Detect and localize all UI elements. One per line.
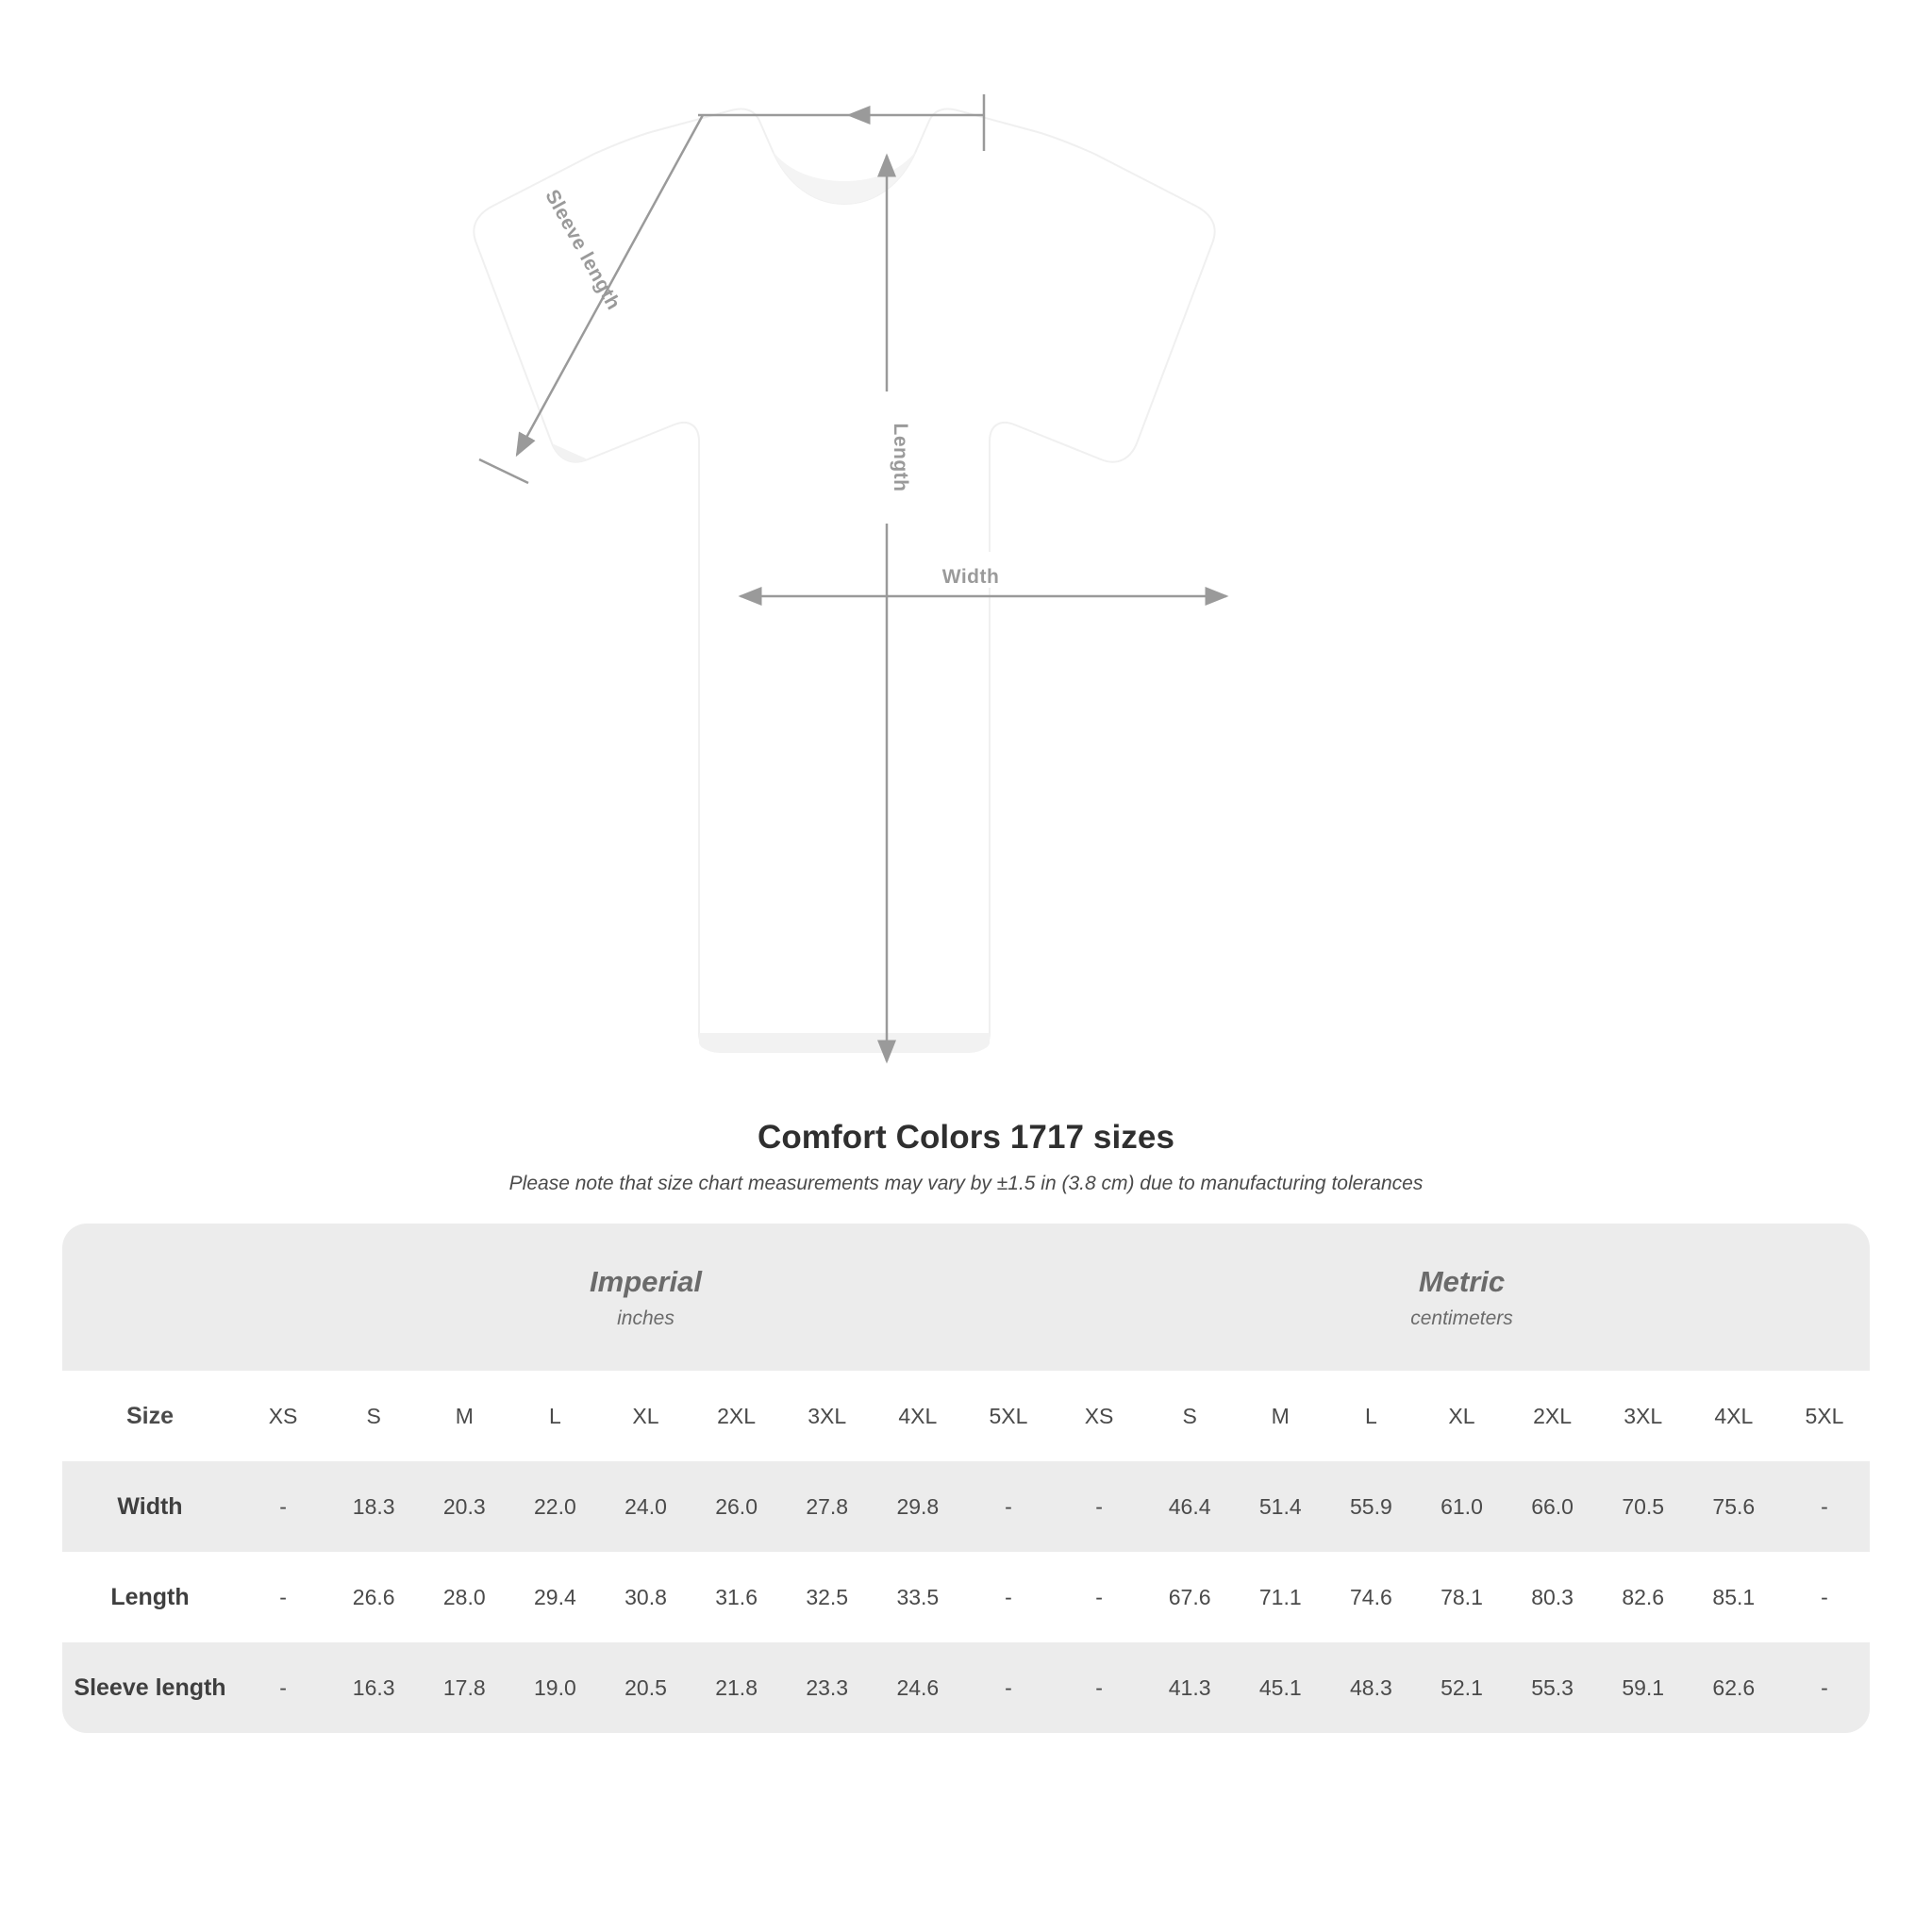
size-header-metric-3xl: 3XL bbox=[1598, 1371, 1689, 1461]
row-label-sleeve-length: Sleeve length bbox=[62, 1642, 238, 1733]
cell-length-metric-xl: 78.1 bbox=[1416, 1552, 1507, 1642]
cell-length-imperial-m: 28.0 bbox=[419, 1552, 509, 1642]
size-header-imperial-4xl: 4XL bbox=[873, 1371, 963, 1461]
size-table-container bbox=[62, 1224, 1870, 1733]
cell-sleeve-imperial-s: 16.3 bbox=[328, 1642, 419, 1733]
cell-sleeve-metric-xl: 52.1 bbox=[1416, 1642, 1507, 1733]
cell-length-imperial-5xl: - bbox=[963, 1552, 1054, 1642]
cell-width-metric-2xl: 66.0 bbox=[1507, 1461, 1598, 1552]
cell-length-metric-5xl: - bbox=[1779, 1552, 1870, 1642]
cell-width-imperial-5xl: - bbox=[963, 1461, 1054, 1552]
cell-sleeve-metric-2xl: 55.3 bbox=[1507, 1642, 1598, 1733]
size-header-imperial-s: S bbox=[328, 1371, 419, 1461]
cell-sleeve-imperial-xl: 20.5 bbox=[600, 1642, 691, 1733]
cell-width-imperial-2xl: 26.0 bbox=[691, 1461, 782, 1552]
size-table bbox=[62, 1224, 1870, 1733]
table-row bbox=[62, 1552, 1870, 1642]
size-header-row bbox=[62, 1371, 1870, 1461]
unit-header-metric bbox=[1054, 1224, 1870, 1371]
unit-header-imperial bbox=[238, 1224, 1054, 1371]
sleeve-length-label: Sleeve length bbox=[541, 186, 625, 314]
size-header-metric-xs: XS bbox=[1054, 1371, 1144, 1461]
cell-width-imperial-xs: - bbox=[238, 1461, 328, 1552]
size-header-metric-s: S bbox=[1144, 1371, 1235, 1461]
size-header-imperial-xl: XL bbox=[600, 1371, 691, 1461]
size-header-metric-l: L bbox=[1325, 1371, 1416, 1461]
cell-width-metric-4xl: 75.6 bbox=[1689, 1461, 1779, 1552]
cell-width-metric-s: 46.4 bbox=[1144, 1461, 1235, 1552]
cell-width-imperial-4xl: 29.8 bbox=[873, 1461, 963, 1552]
cell-sleeve-imperial-5xl: - bbox=[963, 1642, 1054, 1733]
cell-width-metric-m: 51.4 bbox=[1235, 1461, 1325, 1552]
page-title: Comfort Colors 1717 sizes bbox=[757, 1119, 1175, 1156]
cell-sleeve-imperial-xs: - bbox=[238, 1642, 328, 1733]
size-header-metric-5xl: 5XL bbox=[1779, 1371, 1870, 1461]
cell-sleeve-metric-l: 48.3 bbox=[1325, 1642, 1416, 1733]
unit-imperial-name: Imperial bbox=[590, 1264, 702, 1298]
cell-width-imperial-l: 22.0 bbox=[509, 1461, 600, 1552]
title-block bbox=[0, 1119, 1932, 1195]
cell-length-imperial-l: 29.4 bbox=[509, 1552, 600, 1642]
size-header-metric-xl: XL bbox=[1416, 1371, 1507, 1461]
size-header-imperial-m: M bbox=[419, 1371, 509, 1461]
table-row bbox=[62, 1461, 1870, 1552]
cell-length-imperial-s: 26.6 bbox=[328, 1552, 419, 1642]
cell-sleeve-metric-5xl: - bbox=[1779, 1642, 1870, 1733]
cell-length-metric-m: 71.1 bbox=[1235, 1552, 1325, 1642]
size-header-metric-4xl: 4XL bbox=[1689, 1371, 1779, 1461]
cell-length-imperial-3xl: 32.5 bbox=[782, 1552, 873, 1642]
row-label-width: Width bbox=[62, 1461, 238, 1552]
cell-sleeve-imperial-4xl: 24.6 bbox=[873, 1642, 963, 1733]
cell-length-metric-xs: - bbox=[1054, 1552, 1144, 1642]
unit-metric-sub: centimeters bbox=[1410, 1307, 1513, 1329]
cell-length-metric-s: 67.6 bbox=[1144, 1552, 1235, 1642]
cell-width-metric-xs: - bbox=[1054, 1461, 1144, 1552]
table-row bbox=[62, 1642, 1870, 1733]
cell-width-metric-5xl: - bbox=[1779, 1461, 1870, 1552]
cell-sleeve-metric-4xl: 62.6 bbox=[1689, 1642, 1779, 1733]
cell-length-imperial-xs: - bbox=[238, 1552, 328, 1642]
cell-sleeve-imperial-l: 19.0 bbox=[509, 1642, 600, 1733]
cell-sleeve-metric-s: 41.3 bbox=[1144, 1642, 1235, 1733]
unit-imperial-sub: inches bbox=[617, 1307, 675, 1329]
unit-header-spacer bbox=[62, 1224, 238, 1371]
cell-width-metric-xl: 61.0 bbox=[1416, 1461, 1507, 1552]
cell-length-metric-l: 74.6 bbox=[1325, 1552, 1416, 1642]
cell-width-metric-3xl: 70.5 bbox=[1598, 1461, 1689, 1552]
unit-metric-name: Metric bbox=[1418, 1264, 1506, 1298]
cell-sleeve-metric-3xl: 59.1 bbox=[1598, 1642, 1689, 1733]
cell-sleeve-metric-m: 45.1 bbox=[1235, 1642, 1325, 1733]
size-header-metric-2xl: 2XL bbox=[1507, 1371, 1598, 1461]
row-label-length: Length bbox=[62, 1552, 238, 1642]
length-label: Length bbox=[890, 423, 911, 492]
unit-header-row bbox=[62, 1224, 1870, 1371]
size-header-metric-m: M bbox=[1235, 1371, 1325, 1461]
cell-length-imperial-2xl: 31.6 bbox=[691, 1552, 782, 1642]
cell-sleeve-imperial-m: 17.8 bbox=[419, 1642, 509, 1733]
cell-sleeve-imperial-3xl: 23.3 bbox=[782, 1642, 873, 1733]
width-label: Width bbox=[941, 566, 1000, 588]
cell-width-imperial-xl: 24.0 bbox=[600, 1461, 691, 1552]
size-header-imperial-xs: XS bbox=[238, 1371, 328, 1461]
cell-width-imperial-s: 18.3 bbox=[328, 1461, 419, 1552]
cell-length-metric-2xl: 80.3 bbox=[1507, 1552, 1598, 1642]
cell-width-imperial-m: 20.3 bbox=[419, 1461, 509, 1552]
size-header-imperial-3xl: 3XL bbox=[782, 1371, 873, 1461]
cell-width-metric-l: 55.9 bbox=[1325, 1461, 1416, 1552]
size-header-label: Size bbox=[62, 1371, 238, 1461]
size-header-imperial-5xl: 5XL bbox=[963, 1371, 1054, 1461]
cell-length-imperial-xl: 30.8 bbox=[600, 1552, 691, 1642]
cell-sleeve-imperial-2xl: 21.8 bbox=[691, 1642, 782, 1733]
cell-sleeve-metric-xs: - bbox=[1054, 1642, 1144, 1733]
cell-length-imperial-4xl: 33.5 bbox=[873, 1552, 963, 1642]
tolerance-note: Please note that size chart measurements may vary by ±1.5 in (3.8 cm) due to manufacturing tolerances bbox=[508, 1173, 1424, 1194]
cell-width-imperial-3xl: 27.8 bbox=[782, 1461, 873, 1552]
size-header-imperial-2xl: 2XL bbox=[691, 1371, 782, 1461]
cell-length-metric-4xl: 85.1 bbox=[1689, 1552, 1779, 1642]
size-header-imperial-l: L bbox=[509, 1371, 600, 1461]
cell-length-metric-3xl: 82.6 bbox=[1598, 1552, 1689, 1642]
